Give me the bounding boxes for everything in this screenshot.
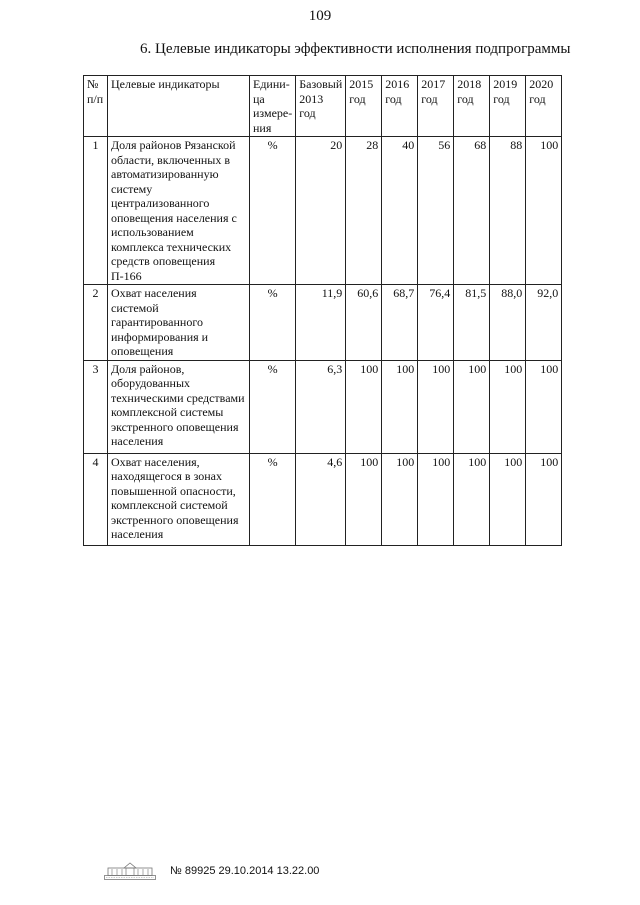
- year-value: 88: [490, 137, 526, 285]
- base-value: 20: [296, 137, 346, 285]
- indicator-name: Доля районов Рязанской области, включенных в автоматизированную систему централизованного оповещения населения с использованием комплекса технических средств оповещения П-166: [108, 137, 250, 285]
- row-number: 2: [84, 285, 108, 361]
- year-value: 100: [526, 360, 562, 453]
- row-number: 3: [84, 360, 108, 453]
- base-value: 6,3: [296, 360, 346, 453]
- header-year: 2018 год: [454, 76, 490, 137]
- unit-cell: %: [250, 285, 296, 361]
- header-unit: Едини-ца измере-ния: [250, 76, 296, 137]
- year-value: 100: [490, 453, 526, 545]
- year-value: 68,7: [382, 285, 418, 361]
- indicator-name: Охват населения системой гарантированного информирования и оповещения: [108, 285, 250, 361]
- header-year: 2016 год: [382, 76, 418, 137]
- document-footer: [104, 860, 319, 882]
- year-value: 56: [418, 137, 454, 285]
- header-indicator: Целевые индикаторы: [108, 76, 250, 137]
- table-header-row: [84, 76, 562, 137]
- table-row: [84, 285, 562, 361]
- page-number: 109: [308, 8, 332, 24]
- year-value: 100: [346, 360, 382, 453]
- header-year: 2020 год: [526, 76, 562, 137]
- row-number: 1: [84, 137, 108, 285]
- unit-cell: %: [250, 360, 296, 453]
- year-value: 88,0: [490, 285, 526, 361]
- year-value: 100: [490, 360, 526, 453]
- unit-cell: %: [250, 453, 296, 545]
- year-value: 68: [454, 137, 490, 285]
- year-value: 100: [346, 453, 382, 545]
- year-value: 40: [382, 137, 418, 285]
- year-value: 100: [526, 137, 562, 285]
- year-value: 76,4: [418, 285, 454, 361]
- year-value: 100: [418, 453, 454, 545]
- indicators-table: [83, 75, 562, 546]
- row-number: 4: [84, 453, 108, 545]
- base-value: 4,6: [296, 453, 346, 545]
- base-value: 11,9: [296, 285, 346, 361]
- table-row: [84, 137, 562, 285]
- indicator-name: Охват населения, находящегося в зонах повышенной опасности, комплексной системой экстренного оповещения населения: [108, 453, 250, 545]
- year-value: 100: [454, 360, 490, 453]
- header-year: 2019 год: [490, 76, 526, 137]
- header-num: № п/п: [84, 76, 108, 137]
- unit-cell: %: [250, 137, 296, 285]
- header-base-year: Базовый 2013 год: [296, 76, 346, 137]
- year-value: 100: [382, 360, 418, 453]
- section-title: 6. Целевые индикаторы эффективности исполнения подпрограммы: [140, 41, 571, 57]
- year-value: 100: [454, 453, 490, 545]
- year-value: 100: [526, 453, 562, 545]
- government-building-stamp-icon: [104, 862, 156, 880]
- header-year: 2015 год: [346, 76, 382, 137]
- indicator-name: Доля районов, оборудованных техническими средствами комплексной системы экстренного оповещения населения: [108, 360, 250, 453]
- table-row: [84, 453, 562, 545]
- table-row: [84, 360, 562, 453]
- year-value: 28: [346, 137, 382, 285]
- year-value: 60,6: [346, 285, 382, 361]
- year-value: 81,5: [454, 285, 490, 361]
- registration-number: № 89925 29.10.2014 13.22.00: [170, 865, 320, 877]
- year-value: 100: [418, 360, 454, 453]
- year-value: 100: [382, 453, 418, 545]
- header-year: 2017 год: [418, 76, 454, 137]
- year-value: 92,0: [526, 285, 562, 361]
